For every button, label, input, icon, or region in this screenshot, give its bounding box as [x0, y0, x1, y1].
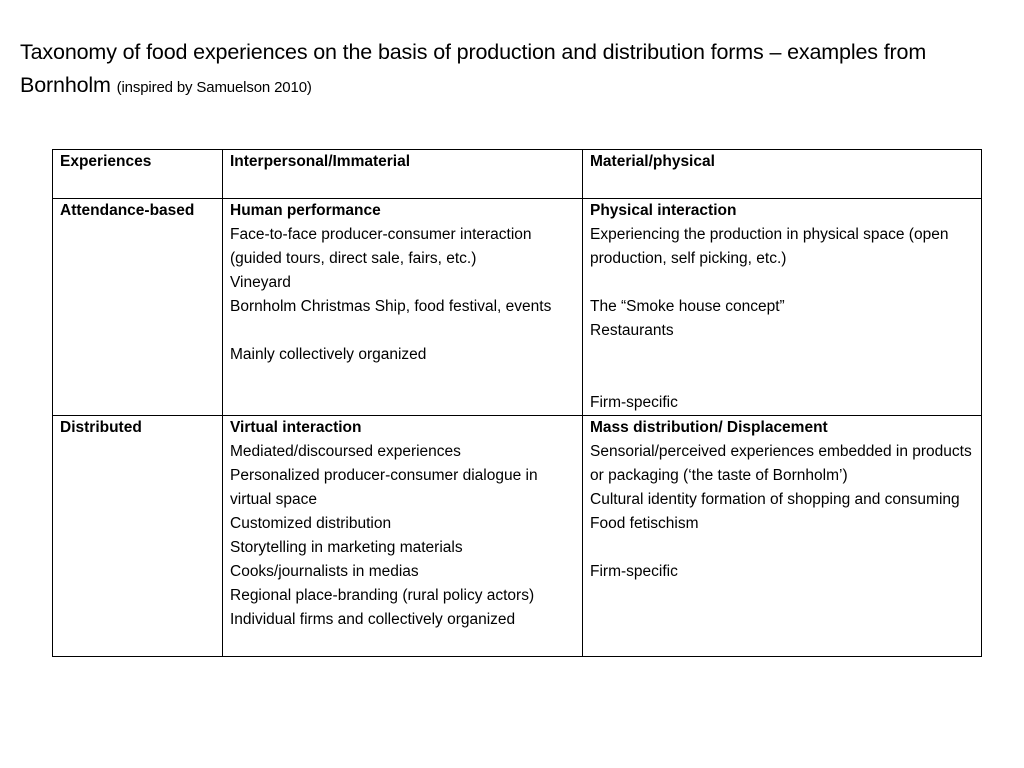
cell-line: [590, 367, 974, 391]
cell-heading: Human performance: [230, 202, 381, 219]
cell-heading: Physical interaction: [590, 202, 737, 219]
title-main: Taxonomy of food experiences on the basis of production and distribution forms – examples from Bornholm: [20, 40, 927, 97]
cell-line: [590, 536, 974, 560]
cell-attendance-material: [583, 199, 982, 416]
cell-distributed-material: [583, 416, 982, 657]
cell-line: Cultural identity formation of shopping and consuming: [590, 491, 960, 508]
cell-line: [590, 343, 974, 367]
cell-attendance-immaterial: [223, 199, 583, 416]
cell-distributed-immaterial: [223, 416, 583, 657]
cell-line: Cooks/journalists in medias: [230, 563, 419, 580]
cell-line: Firm-specific: [590, 394, 678, 411]
table-row-distributed: [53, 416, 982, 657]
taxonomy-table: [52, 149, 982, 657]
table-header-row: [53, 150, 982, 199]
header-cell-immaterial: Interpersonal/Immaterial: [223, 150, 583, 199]
cell-line: Storytelling in marketing materials: [230, 539, 463, 556]
cell-line: Mediated/discoursed experiences: [230, 443, 461, 460]
cell-line: [590, 271, 974, 295]
cell-line: Firm-specific: [590, 563, 678, 580]
cell-line: Customized distribution: [230, 515, 392, 532]
cell-line: Bornholm Christmas Ship, food festival, events: [230, 298, 552, 315]
table-row-attendance: [53, 199, 982, 416]
cell-line: Regional place-branding (rural policy actors): [230, 587, 535, 604]
cell-heading: Mass distribution/ Displacement: [590, 419, 828, 436]
cell-line: Restaurants: [590, 322, 674, 339]
cell-line: The “Smoke house concept”: [590, 298, 785, 315]
header-cell-material: Material/physical: [583, 150, 982, 199]
cell-line: Face-to-face producer-consumer interaction (guided tours, direct sale, fairs, etc.): [230, 226, 532, 267]
row-label-distributed: Distributed: [53, 416, 223, 657]
cell-line: Sensorial/perceived experiences embedded in products or packaging (‘the taste of Bornholm’): [590, 443, 972, 484]
cell-line: Experiencing the production in physical space (open production, self picking, etc.): [590, 226, 949, 267]
cell-line: Individual firms and collectively organized: [230, 611, 516, 628]
cell-heading: Virtual interaction: [230, 419, 362, 436]
cell-line: [230, 319, 575, 343]
cell-line: Personalized producer-consumer dialogue in virtual space: [230, 467, 538, 508]
cell-line: Food fetischism: [590, 515, 699, 532]
cell-line: Vineyard: [230, 274, 291, 291]
slide-title: [20, 36, 1000, 104]
row-label-attendance: Attendance-based: [53, 199, 223, 416]
title-subtitle: (inspired by Samuelson 2010): [116, 79, 312, 96]
cell-line: Mainly collectively organized: [230, 346, 427, 363]
header-cell-experiences: Experiences: [53, 150, 223, 199]
